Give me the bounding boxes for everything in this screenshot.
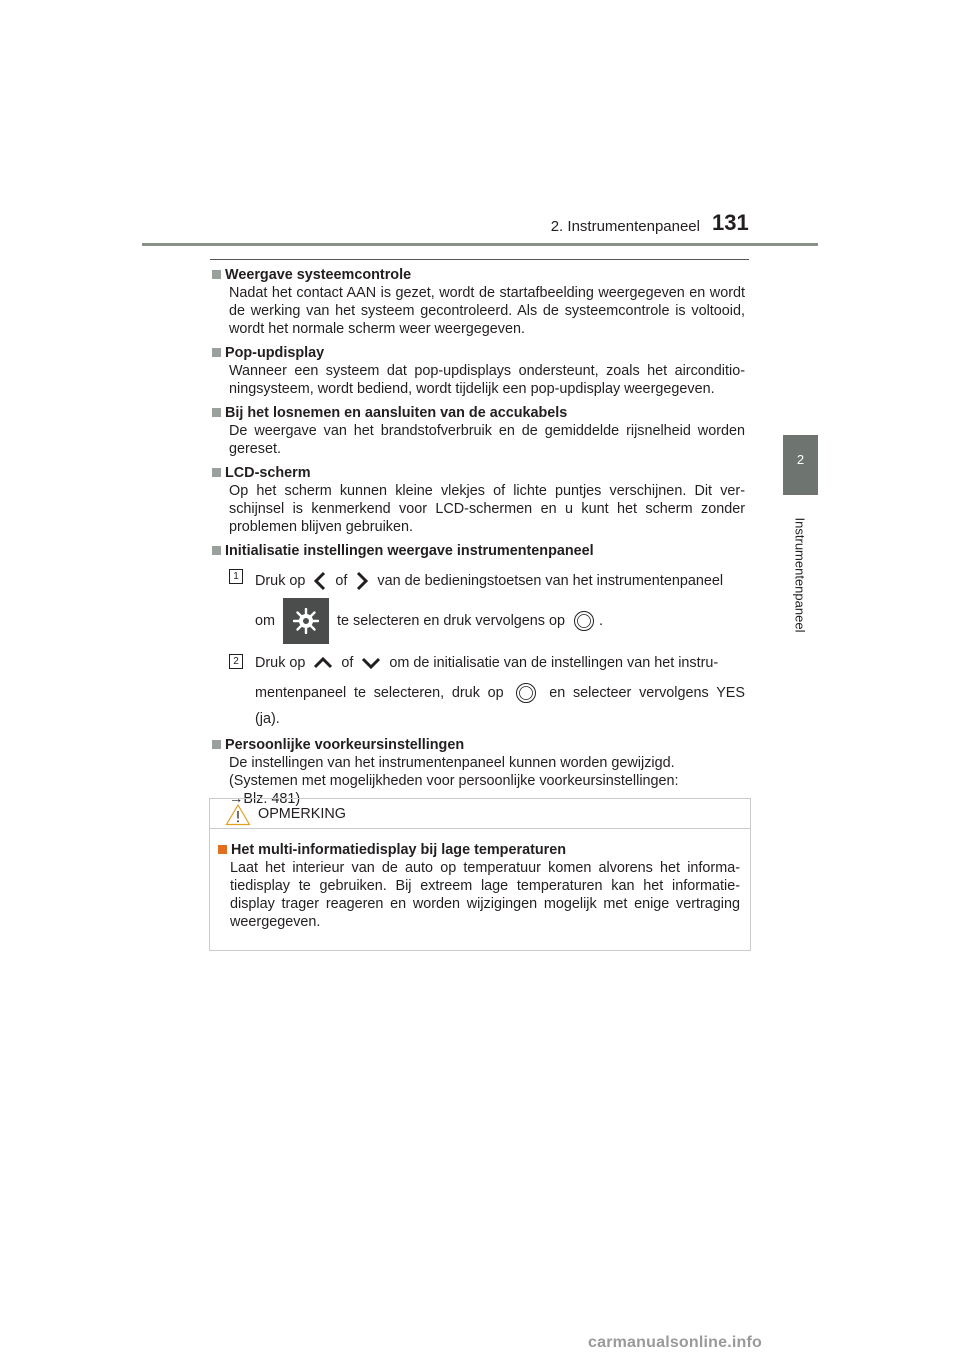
step-text: mentenpaneel te selecteren, druk op (255, 685, 504, 701)
content-top-rule (210, 259, 749, 260)
step-text: (ja). (255, 711, 280, 727)
notice-box (209, 798, 751, 951)
step (229, 648, 745, 730)
step-text: en selecteer vervolgens YES (549, 685, 745, 701)
step-line (255, 678, 745, 708)
warning-triangle-icon (225, 803, 251, 826)
section (212, 344, 745, 398)
step-text: . (599, 613, 603, 629)
square-bullet-icon (212, 546, 221, 555)
chevron-up-icon (313, 656, 333, 670)
step-text: te selecteren en druk vervolgens op (337, 613, 565, 629)
header-title: 2. Instrumentenpaneel (550, 218, 700, 235)
section-title (199, 736, 745, 754)
notice-content (210, 829, 750, 931)
section-body: Wanneer een systeem dat pop-updisplays ondersteunt, zoals het airconditio-ningsysteem, wordt bediend, wordt tijdelijk een pop-updisplay weergegeven. (229, 363, 745, 397)
chapter-tab: 2 (783, 435, 818, 495)
step-line (255, 596, 745, 646)
main-content (212, 266, 745, 814)
section-title (199, 542, 745, 560)
section-body: Nadat het contact AAN is gezet, wordt de startafbeelding weergegeven en wordt de werking van het systeem gecontroleerd. Als de systeemcontrole is voltooid, wordt het normale scherm weer weergegeven. (229, 285, 745, 337)
page-number: 131 (712, 210, 749, 235)
section-title (199, 404, 745, 422)
step-text: om de initialisatie van de instellingen van het instru- (389, 655, 719, 671)
notice-title-text: Het multi-informatiedisplay bij lage temperaturen (231, 842, 567, 858)
section-body-line: →Blz. 481) (229, 791, 301, 807)
section (212, 404, 745, 458)
section-title (199, 464, 745, 482)
step-text: Druk op (255, 573, 306, 589)
step-text: of (335, 573, 348, 589)
square-bullet-icon (212, 740, 221, 749)
step (229, 566, 745, 646)
section-title (199, 266, 745, 284)
step-number: 2 (229, 654, 243, 669)
notice-heading: OPMERKING (258, 806, 346, 822)
chevron-left-icon (313, 571, 327, 591)
chevron-down-icon (361, 656, 381, 670)
chapter-label (780, 510, 820, 640)
section-body: Op het scherm kunnen kleine vlekjes of lichte puntjes verschijnen. Dit ver-schijnsel is kenmerkend voor LCD-schermen en u kunt het scherm zonder problemen blijven gebruiken. (229, 483, 745, 535)
step-line (255, 648, 745, 678)
settings-gear-icon (283, 598, 329, 644)
section-body: De weergave van het brandstofverbruik en de gemiddelde rijsnelheid worden gereset. (229, 423, 745, 457)
notice-header (210, 799, 750, 829)
enter-button-icon (573, 610, 595, 632)
step-text: om (255, 613, 275, 629)
section-title-text: Bij het losnemen en aansluiten van de accukabels (225, 405, 568, 421)
chapter-label-text: Instrumentenpaneel (792, 517, 808, 633)
watermark: carmanualsonline.info (588, 1334, 763, 1351)
square-bullet-icon (212, 348, 221, 357)
section-title-text: Pop-updisplay (225, 345, 325, 361)
section (212, 464, 745, 536)
section-title-text: Weergave systeemcontrole (225, 267, 412, 283)
square-bullet-icon (218, 845, 227, 854)
step-number: 1 (229, 569, 243, 584)
square-bullet-icon (212, 468, 221, 477)
section-body-line: De instellingen van het instrumentenpaneel kunnen worden gewijzigd. (229, 755, 675, 771)
step-text: Druk op (255, 655, 306, 671)
step-text: van de bedieningstoetsen van het instrumentenpaneel (377, 573, 724, 589)
section-title-text: Initialisatie instellingen weergave instrumentenpaneel (225, 543, 594, 559)
square-bullet-icon (212, 408, 221, 417)
step-line (255, 566, 745, 596)
section-title-text: LCD-scherm (225, 465, 311, 481)
header-rule (142, 243, 818, 246)
step-text: of (341, 655, 354, 671)
section-title (199, 344, 745, 362)
square-bullet-icon (212, 270, 221, 279)
notice-title (218, 841, 740, 859)
section (212, 542, 745, 730)
section-body-line: (Systemen met mogelijkheden voor persoonlijke voorkeursinstellingen: (229, 773, 679, 789)
section-title-text: Persoonlijke voorkeursinstellingen (225, 737, 465, 753)
notice-text: Laat het interieur van de auto op temperatuur komen alvorens het informa-tiedisplay te gebruiken. Bij extreem lage temperaturen kan het informatie-display trager reageren en worden wijzigingen mogelijk met enige vertraging weergegeven. (230, 860, 740, 930)
enter-button-icon (515, 682, 537, 704)
chevron-right-icon (355, 571, 369, 591)
section (212, 266, 745, 338)
